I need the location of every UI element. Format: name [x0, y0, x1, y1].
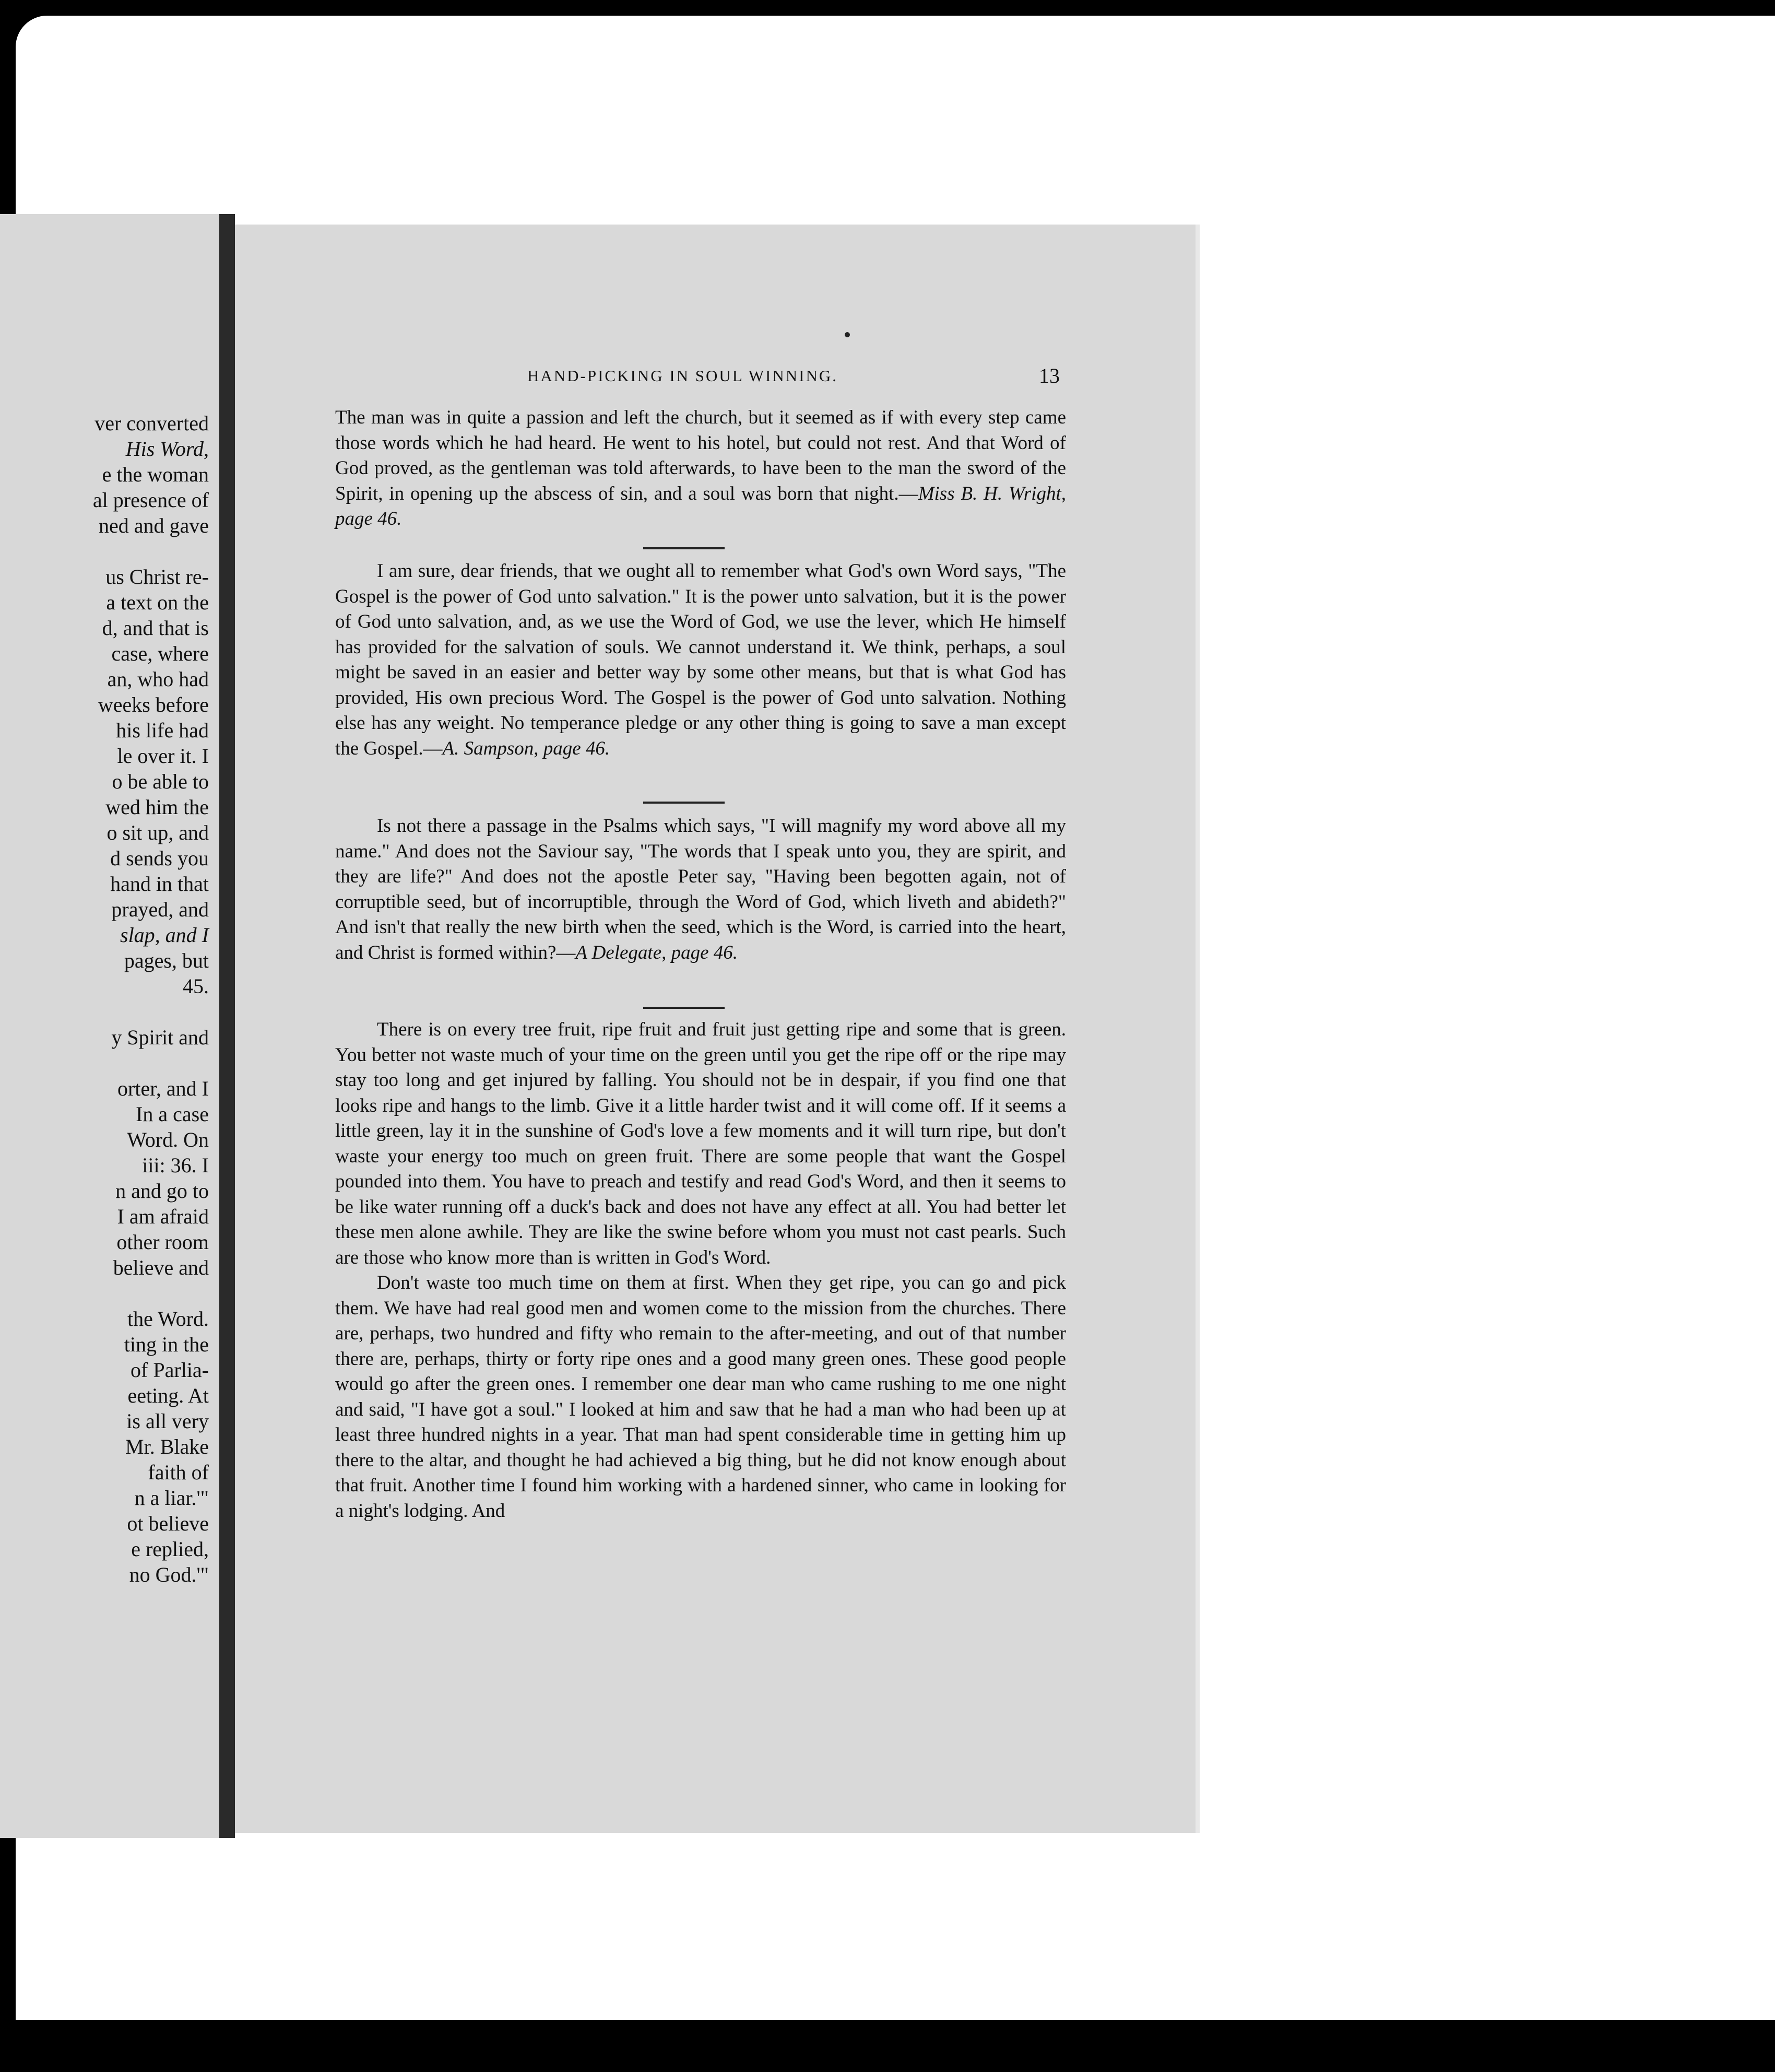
passage-body: Don't waste too much time on them at first. When they get ripe, you can go and pick them. We have had real good men and women come to the mission from the churches. There are, perhaps, two hundred and fifty who remain to the after-meeting, and out of that number there are, perhaps, thirty or forty ripe ones and a good many green ones. These good people would go after the green ones. I remember one dear man who came rushing to me one night and said, "I have got a soul." I looked at him and saw that he had a man who had been up at least three hundred nights in a year. That man had spent considerable time in getting him up there to the altar, and thought he had achieved a big thing, but he did not know enough about that fruit. Another time I found him working with a hardened sinner, who came in looking for a night's lodging. And — [335, 1272, 1066, 1522]
left-page-line: us Christ re- — [105, 565, 209, 588]
left-page-line: is all very — [126, 1409, 209, 1433]
left-page — [0, 214, 221, 1838]
passage-1 — [335, 405, 1066, 532]
left-page-line: other room — [116, 1230, 209, 1254]
left-page-line: le over it. I — [117, 744, 209, 768]
left-page-line: Mr. Blake — [125, 1435, 209, 1458]
left-page-line: al presence of — [92, 488, 209, 512]
page-number: 13 — [1039, 364, 1060, 387]
left-page-line: Word. On — [127, 1128, 209, 1151]
left-page-line: case, where — [111, 642, 209, 665]
running-header: HAND-PICKING IN SOUL WINNING. — [527, 367, 838, 385]
left-page-line: ot believe — [127, 1512, 209, 1535]
left-page-line: o be able to — [112, 770, 209, 793]
book-gutter — [219, 214, 235, 1838]
left-page-line: an, who had — [107, 667, 209, 691]
passage-body: I am sure, dear friends, that we ought all to remember what God's own Word says, "The Gospel is the power of God unto salvation." It is the power unto salvation, but it is the power of God unto salvation, and, as we use the Word of God, we use the lever, which He himself has provided for the salvation of souls. We cannot understand it. We think, perhaps, a soul might be saved in an easier and better way by some other means, but that is what God has provided, His own precious Word. The Gospel is the power of God unto salvation. Nothing else has any weight. No temperance pledge or any other thing is going to save a man except the Gospel.— — [335, 560, 1066, 759]
left-page-line: n and go to — [115, 1179, 209, 1203]
left-page-line: weeks before — [98, 693, 209, 716]
passage-body: Is not there a passage in the Psalms which says, "I will magnify my word above all my name." And does not the Saviour say, "The words that I speak unto you, they are spirit, and they are life?" And does not the apostle Peter say, "Having been begotten again, not of corruptible seed, but of incorruptible, through the Word of God, which liveth and abideth?" And isn't that really the new birth when the seed, which is the Word, is carried into the heart, and Christ is formed within?— — [335, 815, 1066, 963]
left-page-line: believe and — [113, 1256, 209, 1279]
left-page-line: e the woman — [102, 463, 209, 486]
left-page-line: d, and that is — [102, 616, 209, 640]
passage-citation: Miss B. H. Wright, page 46. — [335, 482, 1066, 529]
left-page-line: his life had — [116, 719, 209, 742]
section-divider — [643, 1007, 725, 1009]
left-page-line: no God.'" — [129, 1563, 209, 1586]
left-page-line: slap, and I — [120, 923, 209, 947]
passage-citation: A. Sampson, page 46. — [442, 737, 610, 759]
left-page-line: the Word. — [127, 1307, 209, 1331]
ink-speck — [845, 332, 850, 337]
passage-4 — [335, 1017, 1066, 1524]
passage-citation: A Delegate, page 46. — [575, 941, 738, 963]
left-page-line: d sends you — [110, 846, 209, 870]
section-divider — [643, 802, 725, 804]
passage-3 — [335, 814, 1066, 966]
left-page-line: prayed, and — [111, 898, 209, 921]
left-page-line: In a case — [136, 1102, 209, 1126]
left-page-line: orter, and I — [117, 1077, 209, 1100]
passage-body: There is on every tree fruit, ripe fruit and fruit just getting ripe and some that is green. You better not waste much of your time on the green until you get the ripe off or the ripe may stay too long and get injured by falling. You should not be in despair, if you find one that looks ripe and hangs to the limb. Give it a little harder twist and it will come off. If it seems a little green, lay it in the sunshine of God's love a few moments and it will turn ripe, but don't waste your energy too much on green fruit. There are some people that want the Gospel pounded into them. You have to preach and testify and read God's Word, and then it seems to be like water running off a duck's back and does not have any effect at all. You had better let these men alone awhile. They are like the swine before whom you must not cast pearls. Such are those who know more than is written in God's Word. — [335, 1019, 1066, 1268]
left-page-line: His Word, — [125, 437, 209, 461]
left-page-line: n a liar.'" — [134, 1486, 209, 1510]
left-page-line: eeting. At — [127, 1384, 209, 1407]
left-page-line: o sit up, and — [106, 821, 209, 844]
left-page-line: iii: 36. I — [142, 1153, 209, 1177]
section-divider — [643, 547, 725, 549]
left-page-line: e replied, — [131, 1537, 209, 1561]
left-page-line: y Spirit and — [111, 1026, 209, 1049]
left-page-line: faith of — [148, 1461, 209, 1484]
passage-2 — [335, 559, 1066, 761]
left-page-line: ned and gave — [98, 514, 209, 537]
left-page-line: ver converted — [94, 411, 209, 435]
left-page-line: a text on the — [106, 591, 209, 614]
left-page-line: 45. — [183, 974, 209, 998]
left-page-line: of Parlia- — [131, 1358, 209, 1382]
left-page-line: wed him the — [105, 795, 209, 819]
left-page-line: I am afraid — [117, 1205, 209, 1228]
left-page-line: hand in that — [110, 872, 209, 896]
left-page-line: pages, but — [124, 949, 209, 972]
left-page-line: ting in the — [124, 1333, 209, 1356]
passage-body: The man was in quite a passion and left the church, but it seemed as if with every step came those words which he had heard. He went to his hotel, but could not rest. And that Word of God proved, as the gentleman was told afterwards, to have been to the man the sword of the Spirit, in opening up the abscess of sin, and a soul was born that night.— — [335, 407, 1066, 504]
